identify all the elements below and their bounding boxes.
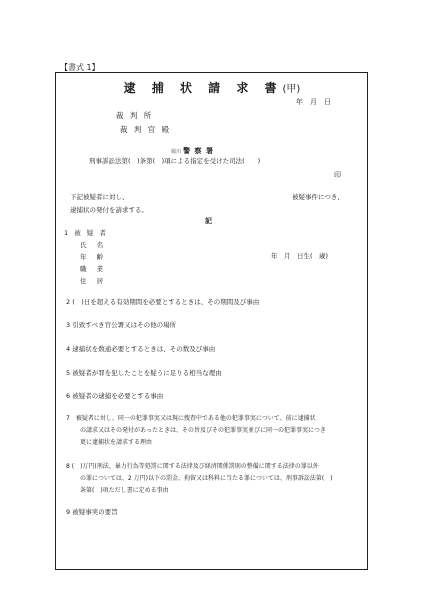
section-3: 3 引致すべき官公署又はその他の場所 (66, 321, 177, 329)
section-2: 2 ( )日を超える有効期間を必要とするときは、その期間及び事由 (66, 298, 260, 306)
section-7-line-1: 7 被疑者に対し、同一の犯罪事実又は現に捜査中である他の犯罪事実について、前に逮捕状 (66, 415, 316, 422)
name-label: 氏 名 (80, 241, 108, 249)
age-label: 年 齢 (80, 253, 108, 261)
section-7-line-2: の請求又はその発付があったときは、その旨及びその犯罪事実並びに同一の犯罪事実につき (80, 427, 326, 434)
section-4: 4 逮捕状を数通必要とするときは、その数及び事由 (66, 345, 216, 353)
form-number: 【書式 1】 (60, 63, 100, 72)
designee-line: 刑事訴訟法第( )条第( )項による指定を受けた司法( ) (89, 157, 261, 165)
date-line: 年 月 日 (296, 98, 331, 106)
address-label: 住 居 (80, 277, 108, 285)
section-5: 5 被疑者が罪を犯したことを疑うに足りる相当な理由 (66, 369, 222, 377)
section-8-line-2: の罪については、2 万円)以下の罰金、拘留又は科料に当たる罪については、刑事訴訟法第( ) (80, 475, 333, 482)
request-line-2: 逮捕状の発付を請求する。 (70, 206, 148, 214)
section-9: 9 被疑事実の要旨 (66, 508, 118, 516)
section-8-line-3: 条第( )項ただし書に定める事由 (80, 487, 169, 494)
age-value: 年 月 日生( 歳) (271, 252, 329, 260)
section-8-line-1: 8 ( )万円(刑法、暴力行為等処罰に関する法律及び経済関係罰則の整備に関する法律の罪以外 (66, 463, 319, 470)
section-1-title: 1 被 疑 者 (64, 229, 108, 237)
title-suffix: (甲) (282, 84, 301, 95)
ki-heading: 記 (205, 217, 212, 225)
title-text: 逮 捕 状 請 求 書 (123, 81, 283, 95)
police-prefix: 堀川 (171, 149, 182, 155)
section-6: 6 被疑者の逮捕を必要とする事由 (66, 392, 164, 400)
request-line-1-right: 被疑事件につき、 (292, 193, 344, 201)
document-title (0, 79, 424, 96)
court-line-2: 裁 判 官 殿 (120, 125, 172, 134)
section-7-line-3: 更に逮捕状を請求する理由 (80, 439, 153, 446)
police-name: 警 察 署 (183, 147, 214, 155)
seal-mark: 印 (334, 171, 341, 179)
request-line-1: 下記被疑者に対し、 (70, 193, 129, 201)
police-station (171, 146, 214, 156)
court-line-1: 裁 判 所 (116, 111, 154, 120)
job-label: 職 業 (80, 265, 108, 273)
